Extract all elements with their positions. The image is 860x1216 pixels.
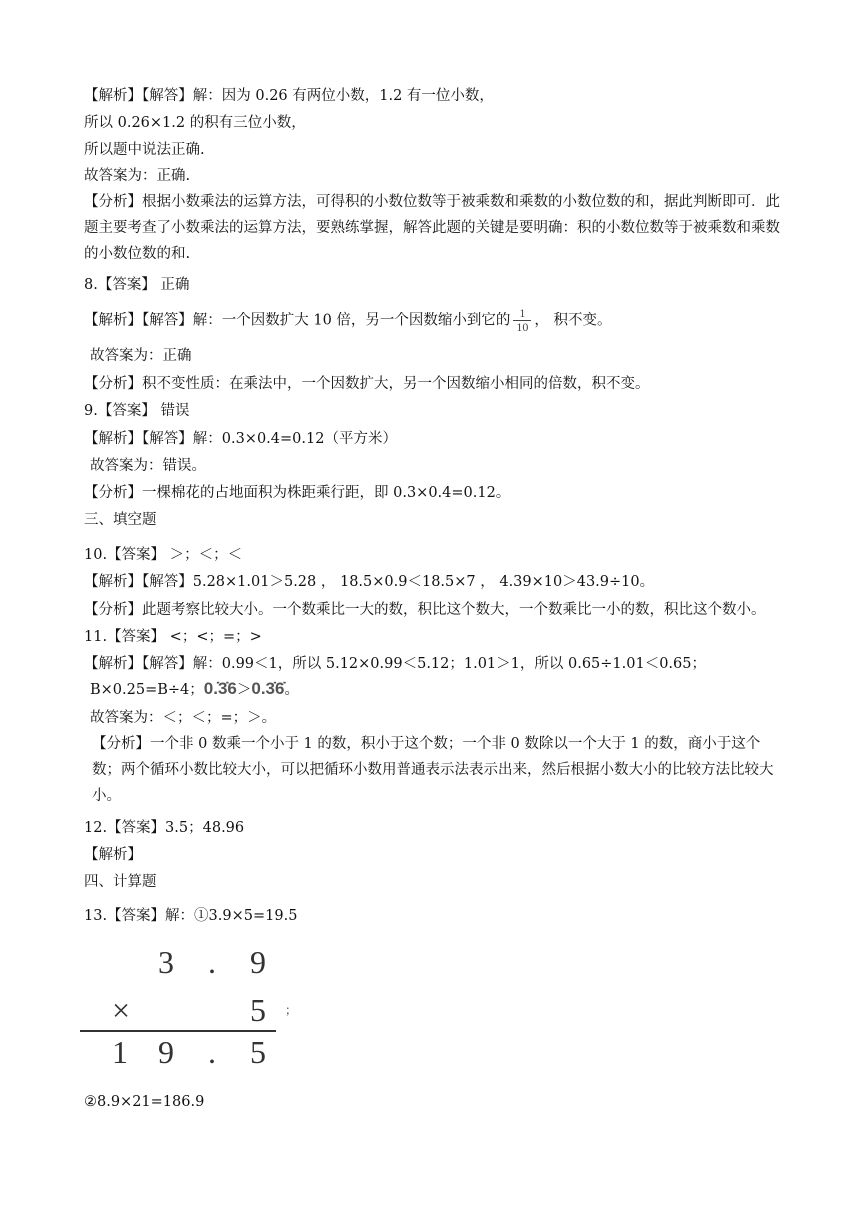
q12-analysis: 【解析】 [84,847,142,863]
q8-note: 【分析】积不变性质：在乘法中，一个因数扩大，另一个因数缩小相同的倍数，积不变。 [84,376,650,392]
q11-analysis: 【解析】【解答】解：0.99＜1，所以 5.12×0.99＜5.12；1.01＞1，所以 0.65÷1.01＜0.65； [84,656,706,672]
fraction-denominator: 10 [516,320,529,334]
q10-analysis: 【解析】【解答】5.28×1.01＞5.28 ， 18.5×0.9＜18.5×7 ， 4.39×10＞43.9÷10。 [84,574,655,590]
vert-result-digit-1: 1 [112,1034,128,1070]
q8-result: 故答案为：正确 [90,348,192,364]
explanation-line-1: 【解析】【解答】解：因为 0.26 有两位小数，1.2 有一位小数， [84,88,494,104]
vertical-multiplication [80,942,280,1072]
q13-answer: 13.【答案】解：①3.9×5=19.5 [84,908,298,924]
q11-b-line [90,679,299,700]
greater-than: ＞ [236,682,252,698]
vert-rule [80,1030,276,1032]
answer-line-4: 故答案为：正确. [84,168,191,184]
explanation-line-3: 所以题中说法正确. [84,142,205,158]
vert-multiplier: 5 [250,992,266,1028]
repeating-decimal-a: 0.̇3̇6 [203,679,237,698]
vert-top-digit-1: 3 [158,944,174,980]
q9-analysis: 【解析】【解答】解：0.3×0.4=0.12（平方米） [84,431,397,447]
q10-answer: 10.【答案】 ＞；＜；＜ [84,547,243,563]
vert-result-digit-3: 5 [250,1034,266,1070]
vert-top-dot: . [208,944,216,980]
vert-top-digit-2: 9 [250,944,266,980]
section-heading-calculation: 四、计算题 [84,874,157,890]
fraction-one-tenth [513,308,531,333]
q9-note: 【分析】一棵棉花的占地面积为株距乘行距，即 0.3×0.4=0.12。 [84,485,511,501]
q9-answer: 9.【答案】 错误 [84,403,190,419]
q8-analysis-tail: ， 积不变。 [534,312,612,329]
q8-answer: 8.【答案】 正确 [84,277,190,293]
q11-result: 故答案为：＜；＜；=；＞。 [90,710,277,726]
period: 。 [284,682,299,698]
q13-part2: ②8.9×21=186.9 [84,1094,205,1110]
q9-result: 故答案为：错误。 [90,458,206,474]
q8-analysis-text: 【解析】【解答】解：一个因数扩大 10 倍，另一个因数缩小到它的 [84,312,511,329]
section-heading-fill-in: 三、填空题 [84,512,157,528]
vert-times-sign: × [112,992,131,1028]
q11-b-text: B×0.25=B÷4； [90,682,204,698]
repeating-decimal-b: 0.3̇6̇ [251,679,285,698]
q12-answer: 12.【答案】3.5；48.96 [84,820,245,836]
q10-note: 【分析】此题考察比较大小。一个数乘比一大的数，积比这个数大，一个数乘比一小的数，积比这个数小。 [84,602,766,618]
fraction-numerator: 1 [519,306,526,320]
vert-result-digit-2: 9 [158,1034,174,1070]
explanation-line-2: 所以 0.26×1.2 的积有三位小数， [84,115,306,131]
vert-result-dot: . [208,1034,216,1070]
q8-analysis [84,308,612,333]
vert-semicolon: ； [285,1003,298,1017]
q11-answer: 11.【答案】 <；<；=；> [84,629,262,645]
analysis-paragraph: 【分析】根据小数乘法的运算方法，可得积的小数位数等于被乘数和乘数的小数位数的和，据此判断即可．此题主要考查了小数乘法的运算方法，要熟练掌握，解答此题的关键是要明确：积的小数位数等于被乘数和乘数的小数位数的和. [84,194,780,262]
q11-note: 【分析】一个非 0 数乘一个小于 1 的数，积小于这个数；一个非 0 数除以一个大于 1 的数，商小于这个数；两个循环小数比较大小，可以把循环小数用普通表示法表示出来，然后根据小数大小的比较方法比较大小。 [92,736,774,804]
